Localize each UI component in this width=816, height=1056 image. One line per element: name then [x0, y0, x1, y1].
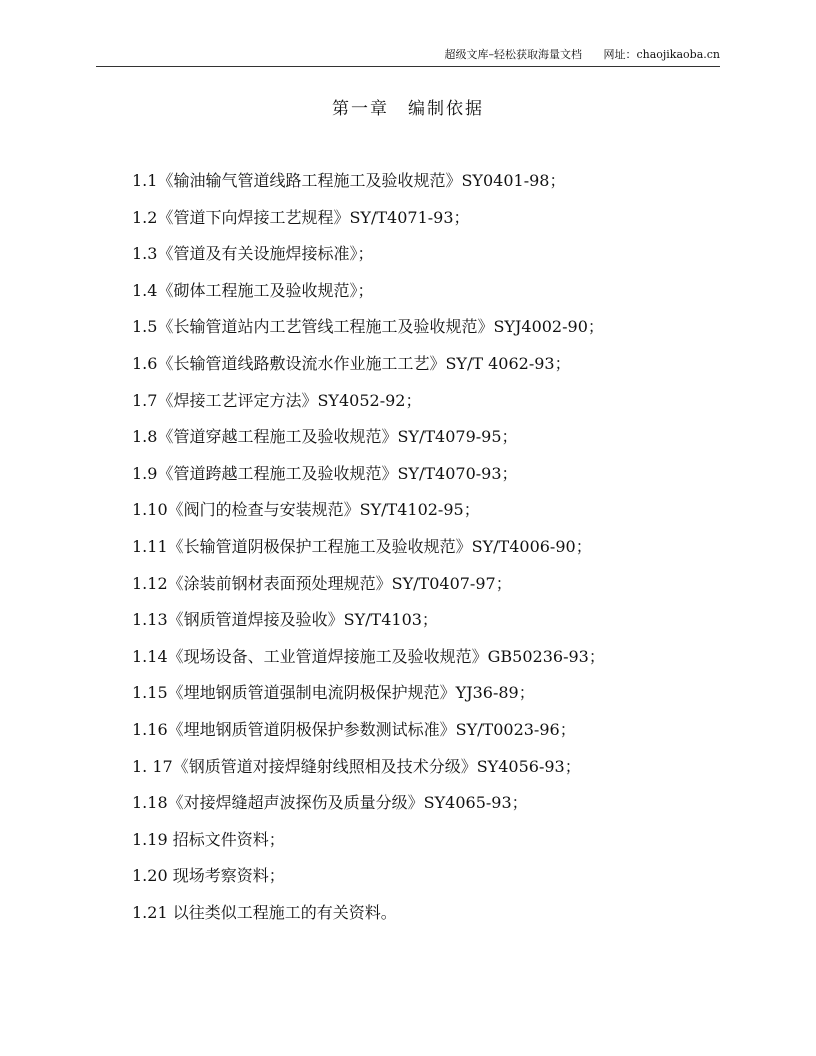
reference-item: 1.9《管道跨越工程施工及验收规范》SY/T4070-93； — [132, 463, 518, 483]
reference-item: 1.7《焊接工艺评定方法》SY4052-92； — [132, 390, 422, 410]
reference-item: 1.10《阀门的检查与安装规范》SY/T4102-95； — [132, 500, 480, 520]
reference-item: 1.16《埋地钢质管道阴极保护参数测试标准》SY/T0023-96； — [132, 719, 576, 739]
reference-item: 1.12《涂装前钢材表面预处理规范》SY/T0407-97； — [132, 573, 512, 593]
reference-item: 1.4《砌体工程施工及验收规范》； — [132, 280, 374, 300]
reference-item: 1.6《长输管道线路敷设流水作业施工工艺》SY/T 4062-93； — [132, 353, 571, 373]
reference-item: 1. 17《钢质管道对接焊缝射线照相及技术分级》SY4056-93； — [132, 756, 581, 776]
reference-item: 1.13《钢质管道焊接及验收》SY/T4103； — [132, 610, 438, 630]
reference-item: 1.14《现场设备、工业管道焊接施工及验收规范》GB50236-93； — [132, 646, 605, 666]
header-site-name: 超级文库–轻松获取海量文档 — [444, 48, 582, 61]
reference-item: 1.11《长输管道阴极保护工程施工及验收规范》SY/T4006-90； — [132, 536, 592, 556]
reference-item: 1.5《长输管道站内工艺管线工程施工及验收规范》SYJ4002-90； — [132, 317, 604, 337]
header-url: 网址：chaojikaoba.cn — [603, 48, 720, 61]
reference-item: 1.1《输油输气管道线路工程施工及验收规范》SY0401-98； — [132, 171, 566, 190]
reference-item: 1.21 以往类似工程施工的有关资料。 — [132, 902, 397, 922]
reference-item: 1.2《管道下向焊接工艺规程》SY/T4071-93； — [132, 207, 470, 227]
reference-list — [132, 168, 732, 936]
reference-item: 1.20 现场考察资料； — [132, 866, 285, 886]
reference-item: 1.19 招标文件资料； — [132, 829, 285, 849]
chapter-title: 第一章 编制依据 — [332, 99, 484, 119]
reference-item: 1.8《管道穿越工程施工及验收规范》SY/T4079-95； — [132, 427, 518, 447]
reference-item: 1.15《埋地钢质管道强制电流阴极保护规范》YJ36-89； — [132, 683, 535, 703]
reference-item: 1.18《对接焊缝超声波探伤及质量分级》SY4065-93； — [132, 793, 528, 813]
page-header — [444, 46, 720, 62]
reference-item: 1.3《管道及有关设施焊接标准》； — [132, 244, 374, 264]
header-divider — [96, 66, 720, 67]
